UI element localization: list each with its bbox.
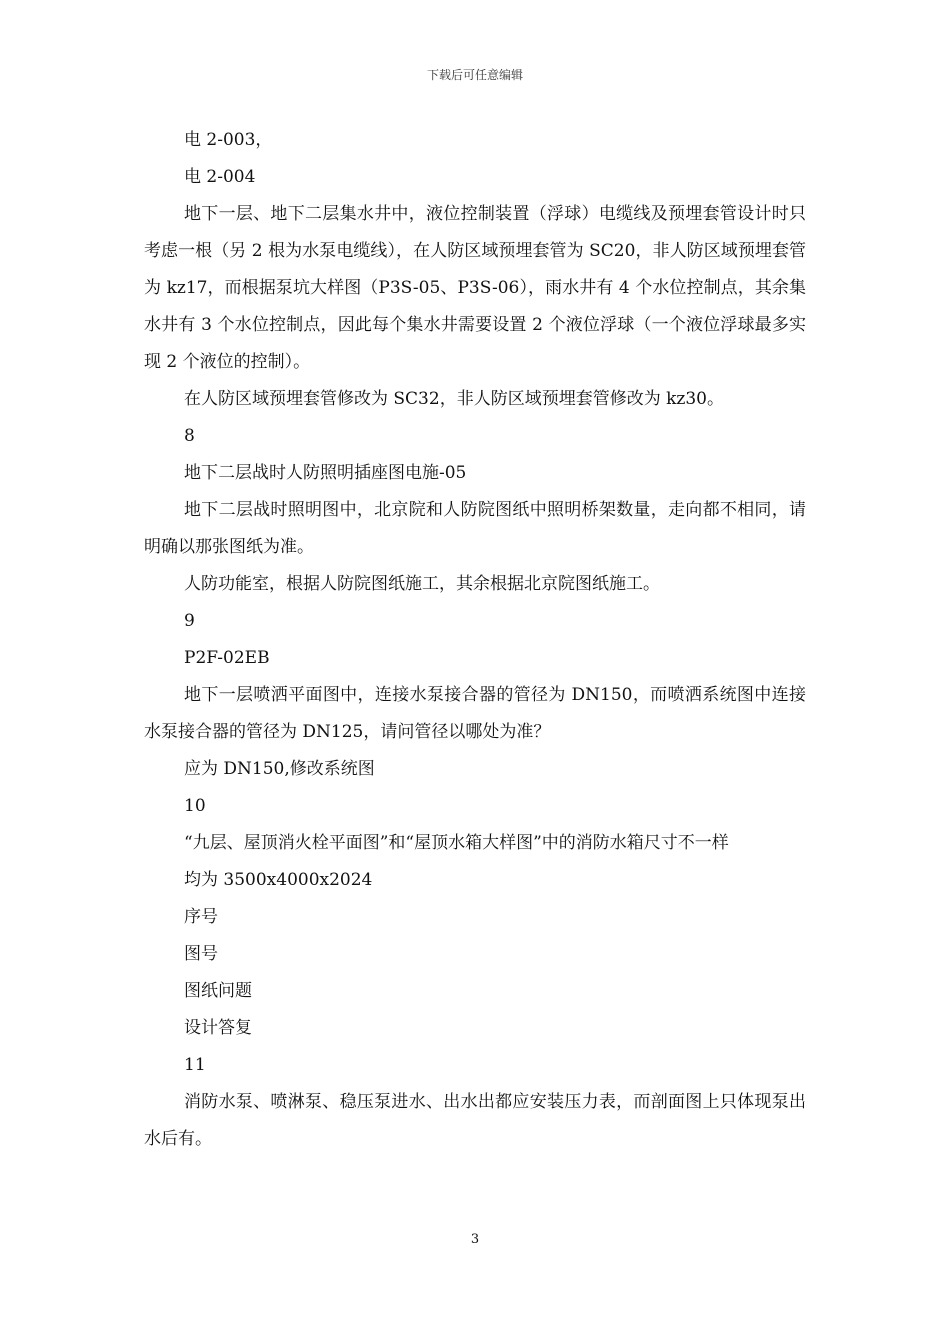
paragraph: P2F-02EB (184, 648, 270, 668)
paragraph: 电 2-003， (184, 130, 273, 150)
paragraph: 消防水泵、喷淋泵、稳压泵进水、出水出都应安装压力表，而剖面图上只体现泵出水后有。 (144, 1092, 806, 1149)
paragraph: 地下一层、地下二层集水井中，液位控制装置（浮球）电缆线及预埋套管设计时只考虑一根（另 2 根为水泵电缆线），在人防区域预埋套管为 SC20，非人防区域预埋套管为 kz17，而根据泵坑大样图（P3S-05、P3S-06），雨水井有 4 个水位控制点，其余集水井有 3 个水位控制点，因此每个集水井需要设置 2 个液位浮球（一个液位浮球最多实现 2 个液位的控制）。 (144, 204, 806, 372)
paragraph: 电 2-004 (184, 167, 256, 187)
paragraph: 9 (184, 611, 195, 631)
paragraph: 序号 (184, 907, 218, 927)
paragraph: 设计答复 (184, 1018, 252, 1038)
paragraph: 地下二层战时人防照明插座图电施-05 (184, 463, 467, 483)
paragraph: 地下一层喷洒平面图中，连接水泵接合器的管径为 DN150，而喷洒系统图中连接水泵接合器的管径为 DN125，请问管径以哪处为准？ (144, 685, 806, 742)
paragraph: “九层、屋顶消火栓平面图”和“屋顶水箱大样图”中的消防水箱尺寸不一样 (184, 833, 729, 853)
document-body (144, 122, 806, 1158)
paragraph: 10 (184, 796, 206, 816)
paragraph: 图纸问题 (184, 981, 252, 1001)
paragraph: 8 (184, 426, 195, 446)
paragraph: 在人防区域预埋套管修改为 SC32，非人防区域预埋套管修改为 kz30。 (184, 389, 724, 409)
paragraph: 11 (184, 1055, 206, 1075)
paragraph: 图号 (184, 944, 218, 964)
page-number: 3 (470, 1232, 480, 1247)
paragraph: 地下二层战时照明图中，北京院和人防院图纸中照明桥架数量，走向都不相同，请明确以那张图纸为准。 (144, 500, 806, 557)
paragraph: 应为 DN150,修改系统图 (184, 759, 375, 779)
page-header: 下载后可任意编辑 (426, 68, 523, 82)
paragraph: 均为 3500x4000x2024 (184, 870, 373, 890)
paragraph: 人防功能室，根据人防院图纸施工，其余根据北京院图纸施工。 (184, 574, 660, 594)
